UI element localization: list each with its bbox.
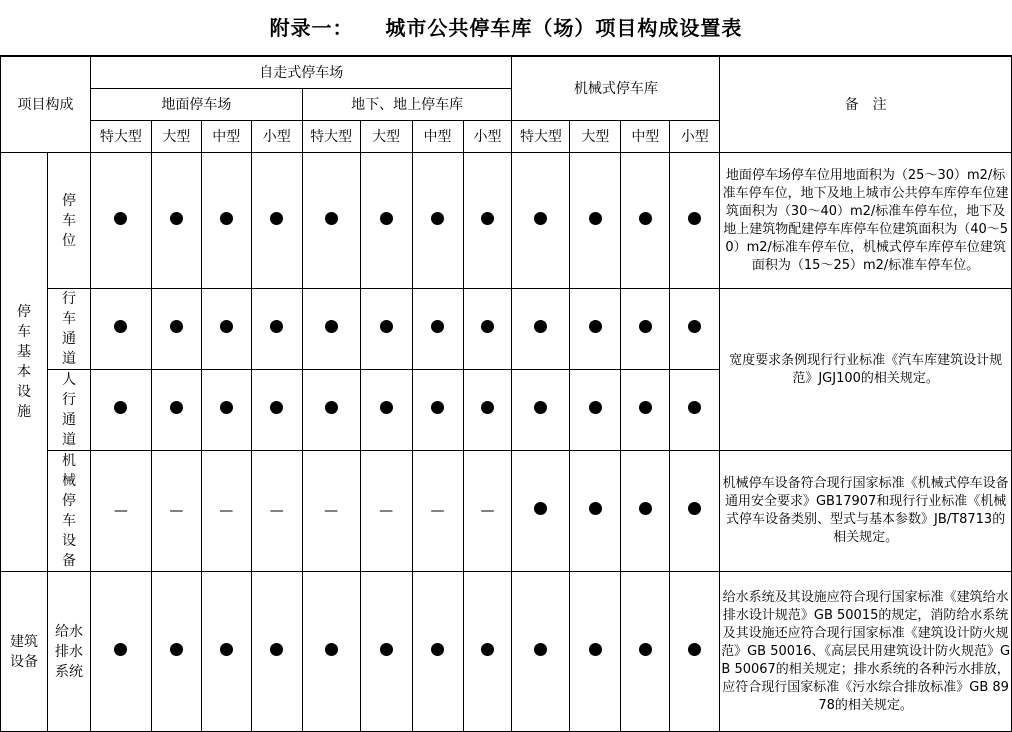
mark-cell [670,572,720,732]
size-header: 中型 [201,121,251,153]
dash-mark: — [324,503,339,519]
mark-cell [302,289,360,370]
filled-dot-mark [380,643,393,656]
mark-cell [621,451,670,572]
filled-dot-mark [589,320,602,333]
filled-dot-mark [170,212,183,225]
filled-dot-mark [688,401,701,414]
size-header: 小型 [463,121,512,153]
row-label-text: 给水排水系统 [54,623,83,680]
filled-dot-mark [589,401,602,414]
mark-cell [570,572,621,732]
mark-cell [360,370,412,451]
mark-cell [90,370,151,451]
mark-cell [670,153,720,289]
mark-cell [570,370,621,451]
header-row-1 [1,57,1012,89]
filled-dot-mark [325,401,338,414]
mark-cell [463,153,512,289]
size-header: 中型 [621,121,670,153]
table-row-water [1,572,1012,732]
header-remark: 备 注 [720,57,1012,153]
filled-dot-mark [639,401,652,414]
remark-parking: 地面停车场停车位用地面积为（25～30）m2/标准车停车位，地下及地上城市公共停车库停车位建筑面积为（30～40）m2/标准车停车位，地下及地上建筑物配建停车库停车位建筑面积为（40～50）m2/标准车停车位，机械式停车库停车位建筑面积为（15～25）m2/标准车停车位。 [720,153,1012,289]
project-table [0,56,1012,732]
mark-cell [412,370,463,451]
mark-cell [621,153,670,289]
row-label [47,370,90,451]
filled-dot-mark [270,401,283,414]
mark-cell [201,289,251,370]
filled-dot-mark [270,643,283,656]
mark-cell [570,289,621,370]
filled-dot-mark [688,502,701,515]
filled-dot-mark [589,502,602,515]
table-row-mech-equip [1,451,1012,572]
filled-dot-mark [589,212,602,225]
mark-cell [512,370,570,451]
size-header: 特大型 [302,121,360,153]
mark-cell [201,370,251,451]
mark-cell [360,572,412,732]
mark-cell [412,289,463,370]
mark-cell [251,289,302,370]
row-label [47,572,90,732]
mark-cell [302,572,360,732]
row-label [47,451,90,572]
mark-cell [360,451,412,572]
size-header: 中型 [412,121,463,153]
row-label-text: 机械停车设备 [61,453,76,569]
dash-mark: — [219,503,234,519]
mark-cell [151,289,201,370]
mark-cell [621,289,670,370]
mark-cell [463,572,512,732]
table-row-parking [1,153,1012,289]
mark-cell [670,370,720,451]
mark-cell [251,370,302,451]
filled-dot-mark [534,320,547,333]
filled-dot-mark [431,320,444,333]
mark-cell [512,289,570,370]
mark-cell [90,289,151,370]
dash-mark: — [480,503,495,519]
mark-cell [463,289,512,370]
filled-dot-mark [114,401,127,414]
mark-cell [201,451,251,572]
mark-cell [570,153,621,289]
mark-cell [90,572,151,732]
mark-cell [302,451,360,572]
filled-dot-mark [534,401,547,414]
title-bar [0,0,1012,56]
row-label [47,153,90,289]
filled-dot-mark [639,643,652,656]
dash-mark: — [269,503,284,519]
filled-dot-mark [589,643,602,656]
header-self-drive: 自走式停车场 [90,57,512,89]
mark-cell [201,572,251,732]
filled-dot-mark [639,502,652,515]
mark-cell [412,153,463,289]
mark-cell [151,370,201,451]
mark-cell [570,451,621,572]
filled-dot-mark [380,320,393,333]
filled-dot-mark [170,401,183,414]
row-label-text: 行车通道 [61,291,76,367]
group-label [1,572,48,732]
filled-dot-mark [481,212,494,225]
mark-cell [412,572,463,732]
remark-passage: 宽度要求条例现行行业标准《汽车库建筑设计规范》JGJ100的相关规定。 [720,289,1012,451]
row-label [47,289,90,370]
mark-cell [512,572,570,732]
filled-dot-mark [114,212,127,225]
filled-dot-mark [534,502,547,515]
mark-cell [151,451,201,572]
remark-mechanical: 机械停车设备符合现行国家标准《机械式停车设备通用安全要求》GB17907和现行行业标准《机械式停车设备类别、型式与基本参数》JB/T8713的相关规定。 [720,451,1012,572]
filled-dot-mark [431,401,444,414]
filled-dot-mark [325,643,338,656]
filled-dot-mark [380,401,393,414]
filled-dot-mark [220,401,233,414]
size-header: 大型 [360,121,412,153]
filled-dot-mark [688,643,701,656]
filled-dot-mark [688,212,701,225]
mark-cell [360,153,412,289]
mark-cell [251,572,302,732]
mark-cell [512,451,570,572]
mark-cell [512,153,570,289]
header-project: 项目构成 [1,57,91,153]
mark-cell [90,451,151,572]
filled-dot-mark [639,212,652,225]
filled-dot-mark [270,320,283,333]
filled-dot-mark [220,320,233,333]
dash-mark: — [113,503,128,519]
mark-cell [151,153,201,289]
size-header: 小型 [670,121,720,153]
mark-cell [251,451,302,572]
mark-cell [412,451,463,572]
size-header: 大型 [570,121,621,153]
filled-dot-mark [481,401,494,414]
mark-cell [151,572,201,732]
header-underground: 地下、地上停车库 [302,89,512,121]
size-header: 特大型 [90,121,151,153]
mark-cell [360,289,412,370]
row-label-text: 人行通道 [61,372,76,448]
mark-cell [90,153,151,289]
filled-dot-mark [534,643,547,656]
table-row-lane [1,289,1012,370]
mark-cell [621,572,670,732]
mark-cell [302,370,360,451]
mark-cell [251,153,302,289]
filled-dot-mark [380,212,393,225]
mark-cell [201,153,251,289]
size-header: 小型 [251,121,302,153]
row-label-text: 停车位 [61,192,76,249]
dash-mark: — [430,503,445,519]
group-label-text: 停车基本设施 [16,304,31,420]
filled-dot-mark [170,643,183,656]
filled-dot-mark [325,320,338,333]
size-header: 大型 [151,121,201,153]
mark-cell [463,370,512,451]
header-mechanical: 机械式停车库 [512,57,720,121]
filled-dot-mark [170,320,183,333]
dash-mark: — [379,503,394,519]
filled-dot-mark [688,320,701,333]
mark-cell [621,370,670,451]
filled-dot-mark [534,212,547,225]
remark-water: 给水系统及其设施应符合现行国家标准《建筑给水排水设计规范》GB 50015的规定，消防给水系统及其设施还应符合现行国家标准《建筑设计防火规范》GB 50016、《高层民用建筑设计防火规范》GB 50067的相关规定；排水系统的各种污水排放，应符合现行国家标准《污水综合排放标准》GB 8978的相关规定。 [720,572,1012,732]
filled-dot-mark [639,320,652,333]
filled-dot-mark [431,212,444,225]
filled-dot-mark [114,643,127,656]
filled-dot-mark [431,643,444,656]
filled-dot-mark [220,212,233,225]
header-ground: 地面停车场 [90,89,302,121]
mark-cell [463,451,512,572]
filled-dot-mark [220,643,233,656]
group-label [1,153,48,572]
page-title: 附录一： 城市公共停车库（场）项目构成设置表 [269,16,743,40]
mark-cell [670,289,720,370]
mark-cell [670,451,720,572]
group-label-text: 建筑设备 [9,633,38,670]
size-header: 特大型 [512,121,570,153]
filled-dot-mark [270,212,283,225]
mark-cell [302,153,360,289]
filled-dot-mark [481,643,494,656]
filled-dot-mark [325,212,338,225]
filled-dot-mark [114,320,127,333]
filled-dot-mark [481,320,494,333]
dash-mark: — [169,503,184,519]
